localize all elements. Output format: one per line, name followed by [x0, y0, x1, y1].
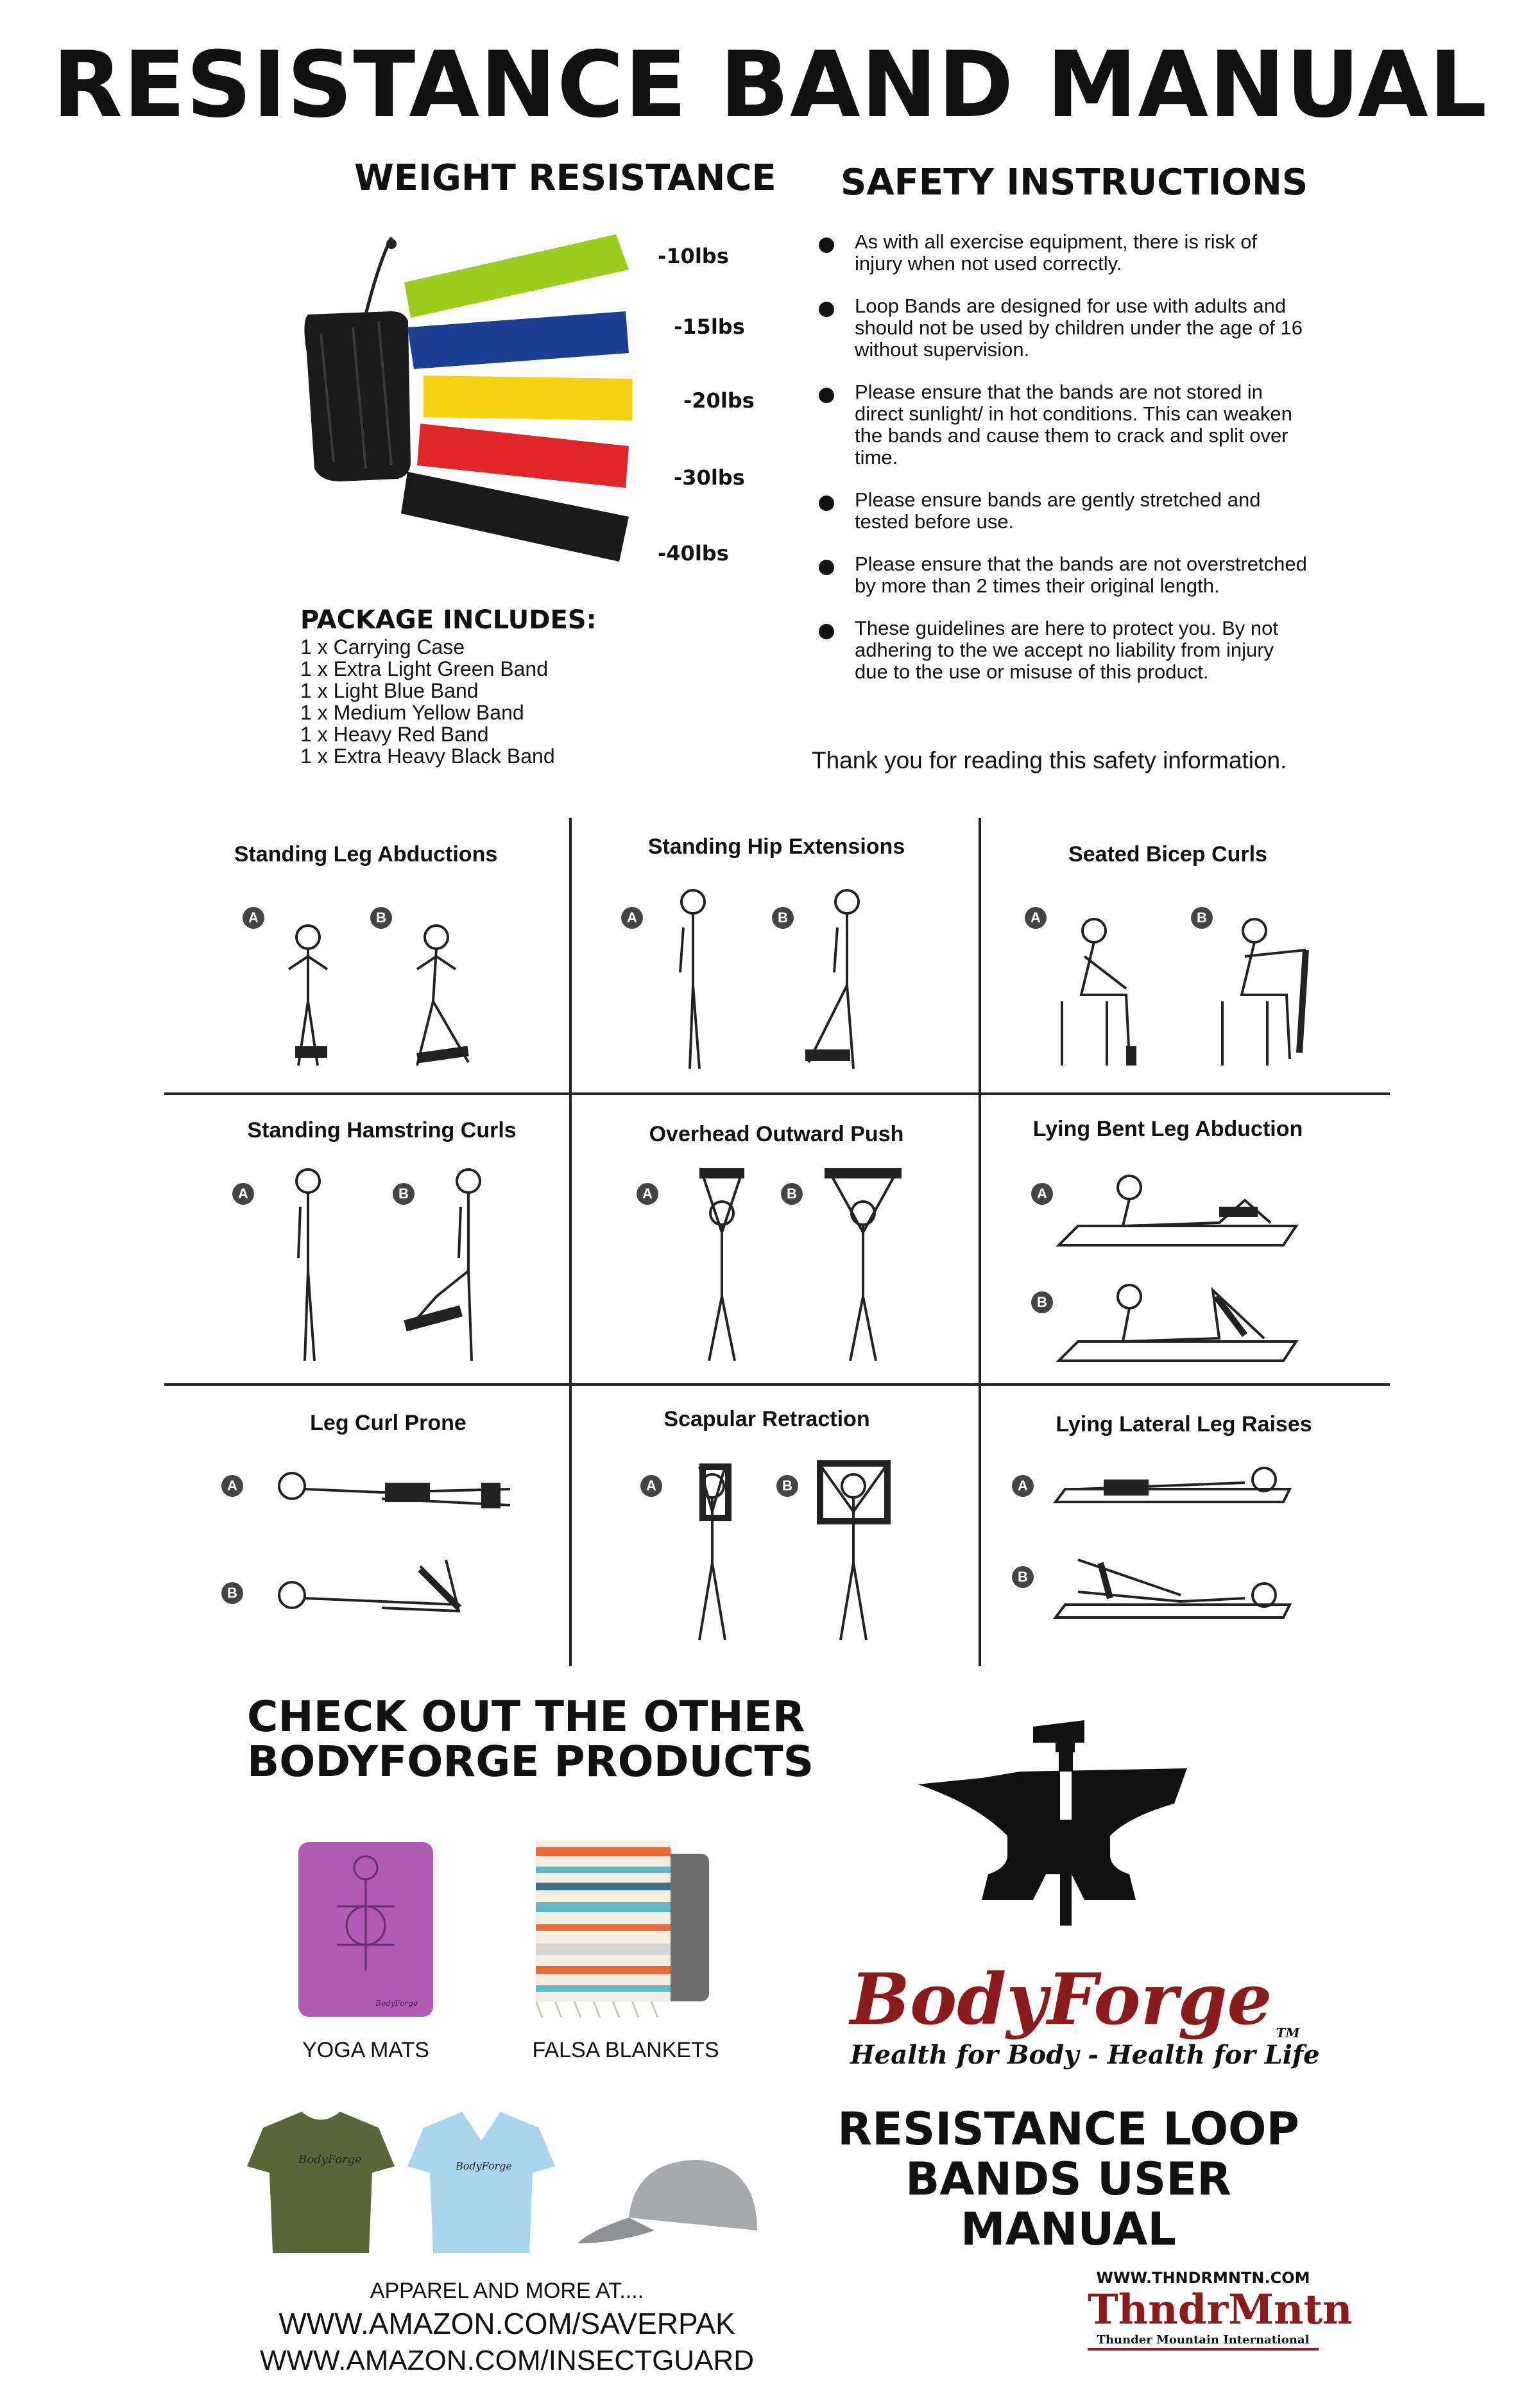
- cap-icon: [578, 2160, 757, 2243]
- step-a-badge: A: [243, 907, 264, 929]
- page-title: RESISTANCE BAND MANUAL: [52, 32, 1488, 138]
- weight-resistance-heading: WEIGHT RESISTANCE: [354, 157, 776, 199]
- band-label-30: -30lbs: [674, 465, 745, 490]
- step-a-badge: A: [232, 1183, 254, 1205]
- band-label-40: -40lbs: [658, 541, 729, 565]
- exercise-title: Standing Hamstring Curls: [247, 1118, 517, 1143]
- falsa-blankets-label: FALSA BLANKETS: [532, 2038, 719, 2062]
- green-band-icon: [404, 234, 629, 318]
- step-b-badge: B: [221, 1582, 243, 1604]
- step-b-badge: B: [1031, 1291, 1053, 1313]
- grid-divider: [164, 1383, 1390, 1386]
- exercise-figure-seated-bicep-curls: [1023, 905, 1331, 1072]
- bodyforge-logo-text: [850, 1958, 1300, 2040]
- safety-item: As with all exercise equipment, there is risk of injury when not used correctly.: [814, 231, 1308, 275]
- yellow-band-icon: [424, 375, 632, 420]
- safety-item: These guidelines are here to protect you. By not adhering to the we accept no liability from injury due to the use or misuse of this product.: [814, 617, 1308, 683]
- thndrmntn-subtitle: Thunder Mountain International: [1088, 2333, 1319, 2351]
- blue-tshirt-brand: BodyForge: [456, 2160, 512, 2172]
- exercise-title: Seated Bicep Curls: [1068, 842, 1267, 867]
- band-label-10: -10lbs: [658, 244, 729, 268]
- step-a-badge: A: [621, 907, 643, 929]
- band-label-20: -20lbs: [683, 388, 755, 413]
- step-b-badge: B: [393, 1183, 415, 1205]
- band-label-15: -15lbs: [674, 315, 745, 339]
- brand-tagline: Health for Body - Health for Life: [850, 2040, 1320, 2070]
- black-band-icon: [401, 472, 629, 562]
- bodyforge-logo-body: Body: [850, 1958, 1048, 2040]
- step-b-badge: B: [1191, 907, 1213, 929]
- apparel-label: APPAREL AND MORE AT....: [370, 2279, 644, 2303]
- exercise-figure-scapular-retraction: [661, 1454, 930, 1646]
- exercise-title: Lying Bent Leg Abduction: [1032, 1117, 1303, 1141]
- exercise-figure-lying-bent-leg-abduction: [1052, 1162, 1322, 1374]
- olive-tshirt-icon: [247, 2112, 395, 2253]
- trademark-mark: TM: [1276, 2025, 1300, 2040]
- amazon-saverpak-link[interactable]: WWW.AMAZON.COM/SAVERPAK: [278, 2307, 735, 2340]
- exercise-title: Scapular Retraction: [663, 1407, 870, 1431]
- exercise-title: Overhead Outward Push: [649, 1122, 904, 1146]
- grid-divider: [569, 818, 572, 1666]
- step-a-badge: A: [221, 1475, 243, 1497]
- anvil-hammer-logo-icon: [918, 1707, 1200, 1951]
- products-heading-line2: BODYFORGE PRODUCTS: [247, 1737, 814, 1786]
- yoga-mat-icon: [298, 1842, 433, 2017]
- yoga-mats-label: YOGA MATS: [302, 2038, 429, 2062]
- bodyforge-logo-forge: Forge: [1047, 1958, 1272, 2040]
- package-item: 1 x Heavy Red Band: [300, 723, 489, 746]
- exercise-title: Leg Curl Prone: [310, 1411, 466, 1435]
- safety-item: Please ensure bands are gently stretched and tested before use.: [814, 489, 1308, 533]
- yoga-mat-brand: BodyForge: [375, 1999, 418, 2008]
- exercise-figure-leg-curl-prone: [253, 1457, 529, 1650]
- step-a-badge: A: [640, 1475, 662, 1497]
- blue-band-icon: [407, 311, 629, 369]
- falsa-blanket-icon[interactable]: [536, 1841, 715, 2021]
- exercise-title: Standing Leg Abductions: [234, 842, 498, 867]
- red-band-icon: [417, 424, 629, 488]
- step-b-badge: B: [781, 1183, 803, 1205]
- package-item: 1 x Light Blue Band: [300, 679, 479, 702]
- thndrmntn-logo: ThndrMntn: [1088, 2286, 1353, 2334]
- blue-tshirt-icon: [407, 2112, 555, 2253]
- grid-divider: [979, 818, 981, 1666]
- yoga-mat-product[interactable]: [298, 1842, 433, 2017]
- safety-item: Loop Bands are designed for use with adults and should not be used by children under the age of 16 without supervision.: [814, 295, 1308, 361]
- carrying-case-icon: [304, 237, 411, 481]
- step-a-badge: A: [637, 1183, 658, 1205]
- safety-heading: SAFETY INSTRUCTIONS: [841, 162, 1308, 203]
- manual-subtitle: [812, 2104, 1325, 2254]
- exercise-figure-overhead-outward-push: [664, 1162, 934, 1374]
- step-a-badge: A: [1025, 907, 1047, 929]
- products-heading-line1: CHECK OUT THE OTHER: [247, 1692, 805, 1741]
- safety-item: Please ensure that the bands are not overstretched by more than 2 times their original length.: [814, 553, 1308, 597]
- safety-thanks: Thank you for reading this safety information.: [812, 747, 1287, 773]
- manual-subtitle-line2: BANDS USER MANUAL: [905, 2153, 1231, 2256]
- bands-illustration: [295, 225, 667, 584]
- step-b-badge: B: [772, 907, 794, 929]
- safety-item: Please ensure that the bands are not stored in direct sunlight/ in hot conditions. This can weaken the bands and cause them to crack and split over time.: [814, 381, 1308, 469]
- step-b-badge: B: [1012, 1566, 1034, 1588]
- step-b-badge: B: [776, 1475, 798, 1497]
- grid-divider: [164, 1092, 1390, 1095]
- exercise-figure-standing-leg-abductions: [276, 918, 520, 1078]
- exercise-figure-standing-hamstring-curls: [257, 1162, 526, 1374]
- amazon-insectguard-link[interactable]: WWW.AMAZON.COM/INSECTGUARD: [260, 2345, 754, 2376]
- package-item: 1 x Medium Yellow Band: [300, 701, 524, 724]
- step-a-badge: A: [1012, 1475, 1034, 1497]
- exercise-title: Lying Lateral Leg Raises: [1056, 1412, 1312, 1436]
- package-item: 1 x Extra Heavy Black Band: [300, 745, 555, 768]
- package-section: [300, 605, 597, 767]
- safety-list: [814, 231, 1308, 703]
- exercise-figure-lying-lateral-leg-raises: [1052, 1463, 1309, 1637]
- olive-tshirt-brand: BodyForge: [298, 2153, 362, 2166]
- apparel-products[interactable]: [244, 2109, 776, 2263]
- thndrmntn-site[interactable]: WWW.THNDRMNTN.COM: [1096, 2269, 1310, 2287]
- package-item: 1 x Carrying Case: [300, 635, 465, 659]
- step-a-badge: A: [1031, 1183, 1053, 1205]
- products-heading: [247, 1692, 814, 1786]
- exercise-title: Standing Hip Extensions: [647, 834, 905, 859]
- manual-subtitle-line1: RESISTANCE LOOP: [837, 2103, 1299, 2155]
- package-item: 1 x Extra Light Green Band: [300, 657, 548, 680]
- package-heading: PACKAGE INCLUDES:: [300, 605, 597, 635]
- step-b-badge: B: [370, 907, 392, 929]
- exercise-figure-standing-hip-extensions: [642, 883, 911, 1082]
